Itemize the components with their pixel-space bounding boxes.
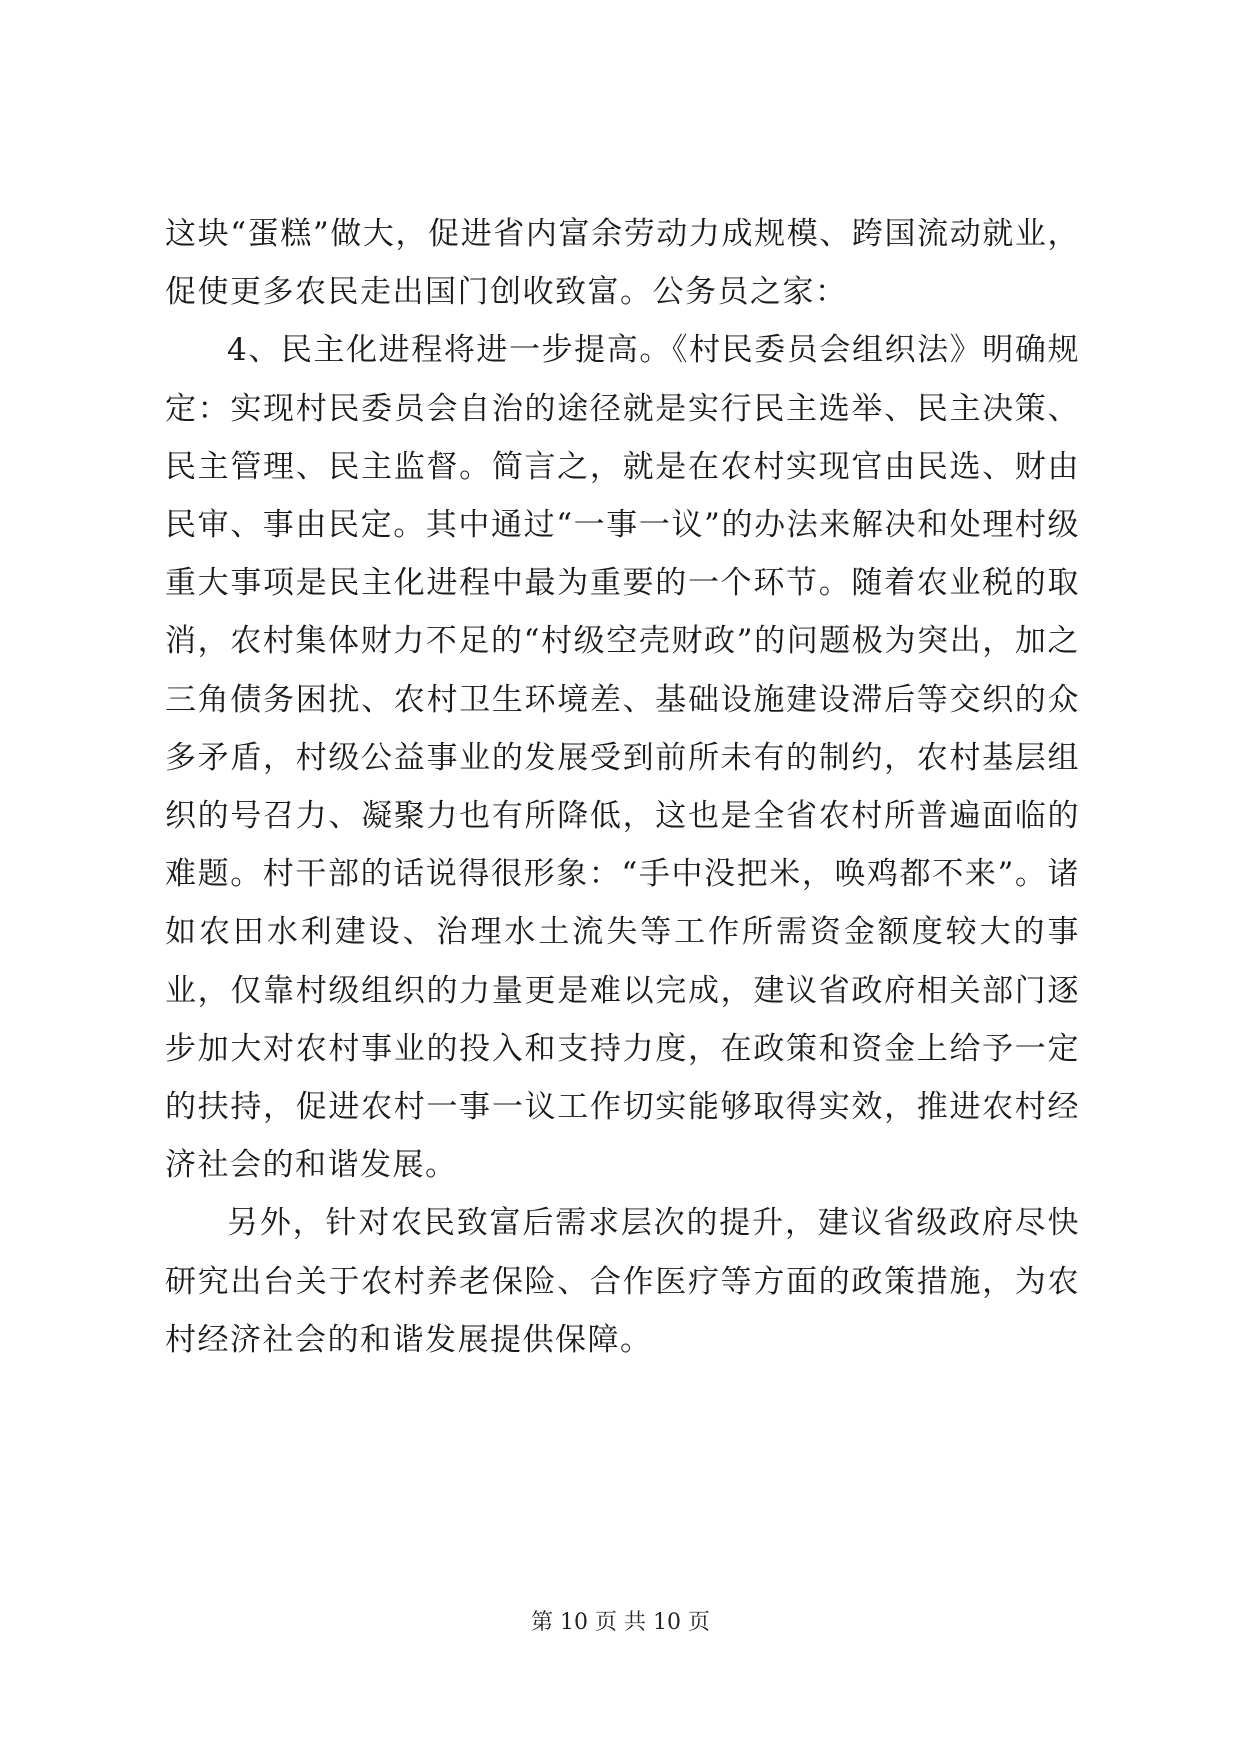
paragraph-continuation: 这块“蛋糕”做大，促进省内富余劳动力成规模、跨国流动就业，促使更多农民走出国门创收致富。公务员之家： [165,216,1080,311]
paragraph-additional-suggestion: 另外，针对农民致富后需求层次的提升，建议省级政府尽快研究出台关于农村养老保险、合作医疗等方面的政策措施，为农村经济社会的和谐发展提供保障。 [165,1205,1080,1358]
document-body [165,205,1080,1369]
paragraph-democratization: 4、民主化进程将进一步提高。《村民委员会组织法》明确规定：实现村民委员会自治的途径就是实行民主选举、民主决策、民主管理、民主监督。简言之，就是在农村实现官由民选、财由民审、事由民定。其中通过“一事一议”的办法来解决和处理村级重大事项是民主化进程中最为重要的一个环节。随着农业税的取消，农村集体财力不足的“村级空壳财政”的问题极为突出，加之三角债务困扰、农村卫生环境差、基础设施建设滞后等交织的众多矛盾，村级公益事业的发展受到前所未有的制约，农村基层组织的号召力、凝聚力也有所降低，这也是全省农村所普遍面临的难题。村干部的话说得很形象：“手中没把米，唤鸡都不来”。诸如农田水利建设、治理水土流失等工作所需资金额度较大的事业，仅靠村级组织的力量更是难以完成，建议省政府相关部门逐步加大对农村事业的投入和支持力度，在政策和资金上给予一定的扶持，促进农村一事一议工作切实能够取得实效，推进农村经济社会的和谐发展。 [165,332,1080,1184]
page-number-footer: 第 10 页 共 10 页 [531,1610,710,1635]
